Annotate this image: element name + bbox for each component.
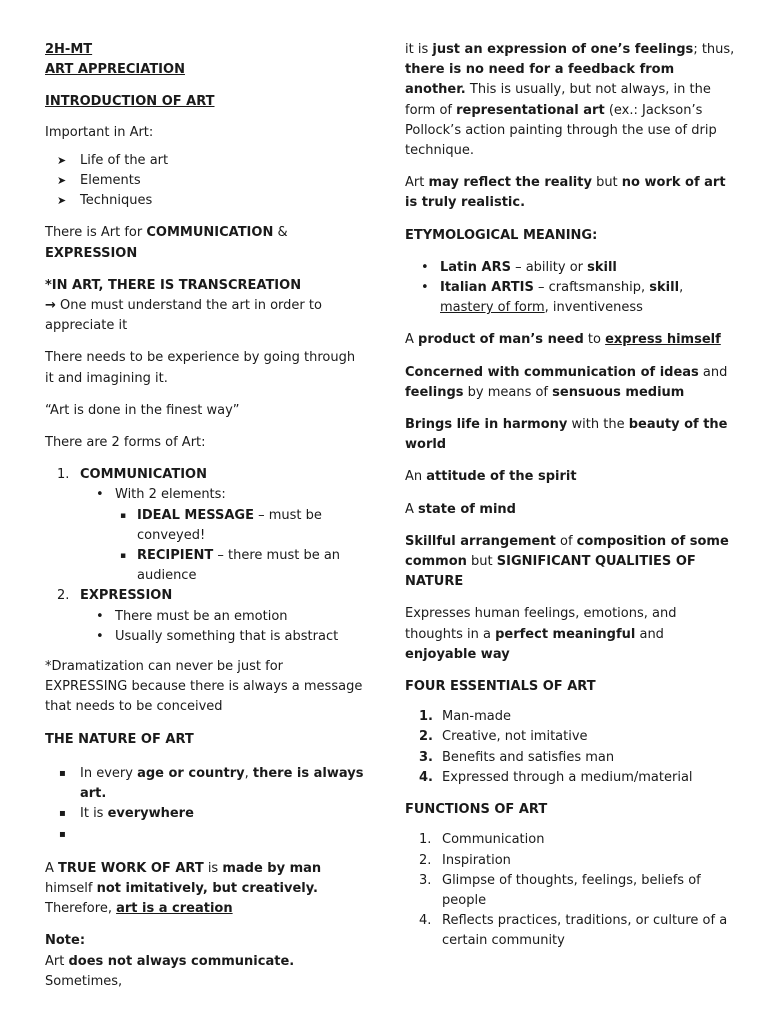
arrowhead-bullet-icon: ➤ [57,194,67,208]
list-item: 3. Benefits and satisfies man [419,749,615,765]
list-item: ▪ IDEAL MESSAGE – must be conveyed! [120,507,322,543]
etymology-list [405,258,735,319]
note-block: Note: Art does not always communicate. Sometimes, [45,933,295,989]
transcreation-block: *IN ART, THERE IS TRANSCREATION → One must understand the art in order to appreciate it [45,277,322,334]
left-column [45,40,365,1004]
nature-heading: THE NATURE OF ART [45,731,194,747]
important-label: Important in Art: [45,124,154,140]
functions-list [405,830,735,951]
skillful-text: Skillful arrangement of composition of some common but SIGNIFICANT QUALITIES OF NATURE [405,533,729,590]
list-item: 1. COMMUNICATION • With 2 elements: ▪ IDEAL MESSAGE – must be conveyed! ▪ RECIPIENT – there must be an audience [45,465,365,586]
state-text: A state of mind [405,501,516,517]
list-item: ▪ RECIPIENT – there must be an audience [120,548,341,584]
product-text: A product of man’s need to express himself [405,332,721,348]
four-essentials-heading: FOUR ESSENTIALS OF ART [405,679,596,695]
sub-sub-list [115,506,365,587]
sub-list [80,607,365,647]
list-item: • With 2 elements: ▪ IDEAL MESSAGE – must be conveyed! ▪ RECIPIENT – there must be an audience [80,485,365,586]
intro-heading: INTRODUCTION OF ART [45,94,215,110]
list-item: 4. Expressed through a medium/material [419,769,693,785]
right-column [405,40,735,964]
list-item: 3. Glimpse of thoughts, feelings, beliefs of people [419,872,701,908]
note-label: Note: [45,933,86,949]
etymology-heading: ETYMOLOGICAL MEANING: [405,227,598,243]
arrowhead-bullet-icon: ➤ [57,153,67,167]
true-work-text: A TRUE WORK OF ART is made by man himself not imitatively, but creatively. Therefore, art is a creation [45,860,322,917]
important-list [45,151,365,212]
list-item: ➤ Elements [45,171,365,191]
concerned-text: Concerned with communication of ideas and feelings by means of sensuous medium [405,364,728,400]
forms-list [45,465,365,647]
art-for-line: There is Art for COMMUNICATION & EXPRESSION [45,225,288,261]
list-item: • Italian ARTIS – craftsmanship, skill, mastery of form, inventiveness [421,280,684,316]
list-item: 2. Creative, not imitative [419,729,588,745]
subject-title: ART APPRECIATION [45,62,185,78]
list-item: 2. EXPRESSION • There must be an emotion • Usually something that is abstract [45,586,365,647]
list-item: 1. Communication [419,832,545,848]
sub-list [80,485,365,586]
list-item: 1. Man-made [419,709,511,725]
continuation-text: it is just an expression of one’s feelings; thus, there is no need for a feedback from another. This is usually, but not always, in the form of representational art (ex.: Jackson’s Pollock’s action painting through the use of drip technique. [405,42,735,159]
arrowhead-bullet-icon: ➤ [57,174,67,188]
list-item: 2. Inspiration [419,852,511,868]
expresses-text: Expresses human feelings, emotions, and thoughts in a perfect meaningful and enjoyable way [405,606,677,662]
brings-text: Brings life in harmony with the beauty of the world [405,417,728,453]
list-item: ▪ In every age or country, there is always art. [59,765,364,802]
attitude-text: An attitude of the spirit [405,469,577,485]
list-item: • There must be an emotion [96,608,288,624]
quote-text: “Art is done in the finest way” [45,402,240,418]
list-item: ➤ Life of the art [45,151,365,171]
list-item: ➤ Techniques [45,191,365,211]
right-arrow-icon: → [45,298,56,314]
list-item: ▪ It is everywhere [59,806,194,822]
list-item: • Latin ARS – ability or skill [421,259,617,275]
nature-list [45,764,365,845]
dramatization-text: *Dramatization can never be just for EXPRESSING because there is always a message that needs to be conceived [45,659,363,715]
list-item: 4. Reflects practices, traditions, or culture of a certain community [419,913,728,949]
course-code: 2H-MT [45,42,93,57]
list-item: • Usually something that is abstract [96,628,339,644]
forms-intro: There are 2 forms of Art: [45,435,206,451]
list-item: ▪ [59,828,66,840]
functions-heading: FUNCTIONS OF ART [405,802,548,818]
four-essentials-list [405,707,735,788]
reflect-text: Art may reflect the reality but no work of art is truly realistic. [405,175,726,211]
experience-text: There needs to be experience by going through it and imagining it. [45,350,356,386]
transcreation-heading: *IN ART, THERE IS TRANSCREATION [45,277,302,293]
